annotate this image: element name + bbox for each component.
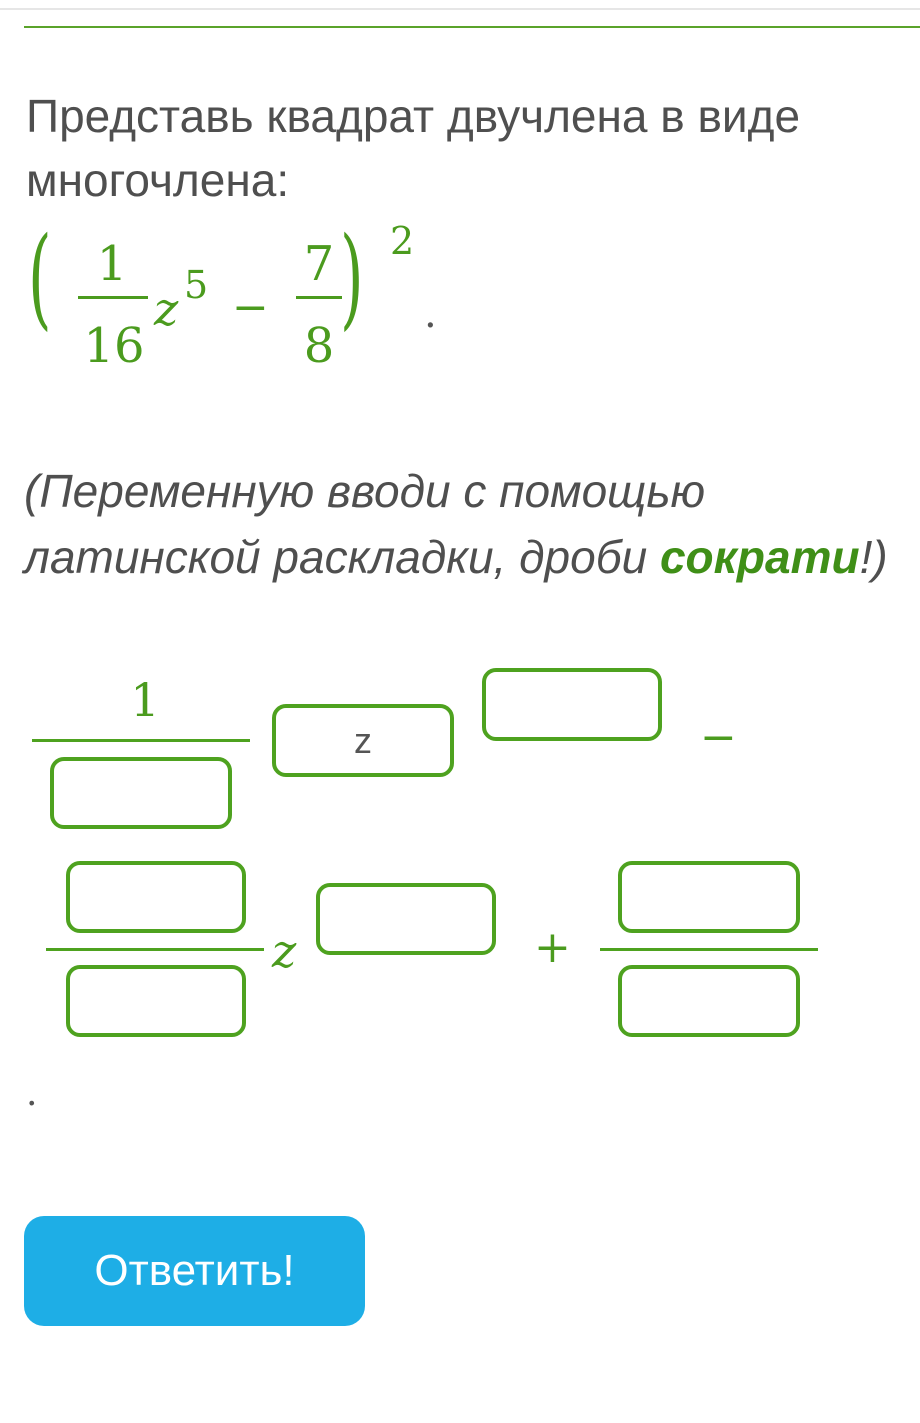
frac1-denominator: 16 [83, 318, 145, 374]
term3-numerator-input[interactable] [618, 861, 800, 933]
expr-variable: z [154, 282, 179, 336]
frac2-denominator: 8 [303, 318, 335, 374]
hint-suffix: !) [859, 531, 888, 583]
answer-period: . [26, 1073, 38, 1114]
answer-plus: + [534, 922, 571, 973]
question-text: Представь квадрат двучлена в виде многочлена: [26, 90, 801, 206]
submit-answer-button[interactable]: Ответить! [24, 1216, 365, 1326]
frac1-bar [78, 296, 148, 299]
term2-numerator-input[interactable] [66, 861, 246, 933]
frac1-numerator: 1 [96, 236, 128, 292]
answer-minus: − [700, 712, 737, 763]
answer-term1-bar [32, 739, 250, 742]
term2-denominator-input[interactable] [66, 965, 246, 1037]
term1-exponent-input[interactable] [482, 668, 662, 741]
right-paren: ) [340, 213, 364, 341]
expr-minus: − [232, 282, 269, 333]
term1-variable-input[interactable] [272, 704, 454, 777]
answer-term2-variable: z [272, 924, 297, 978]
frac2-numerator: 7 [303, 236, 335, 292]
hint-prefix: (Переменную вводи с помощью латинской раскладки, дроби [24, 465, 706, 583]
frac2-bar [296, 296, 342, 299]
expr-exponent: 5 [184, 263, 209, 307]
term3-denominator-input[interactable] [618, 965, 800, 1037]
hint-text [24, 458, 904, 590]
term1-denominator-input[interactable] [50, 757, 232, 829]
answer-term3-bar [600, 948, 818, 951]
answer-term1-numerator: 1 [130, 673, 160, 727]
outer-exponent: 2 [390, 219, 415, 263]
accent-divider [24, 26, 920, 28]
expr-period: . [424, 291, 437, 337]
left-paren: ( [28, 213, 52, 341]
hint-emphasis: сократи [659, 531, 860, 583]
answer-term2-bar [46, 948, 264, 951]
term2-exponent-input[interactable] [316, 883, 496, 955]
top-divider [0, 8, 920, 10]
